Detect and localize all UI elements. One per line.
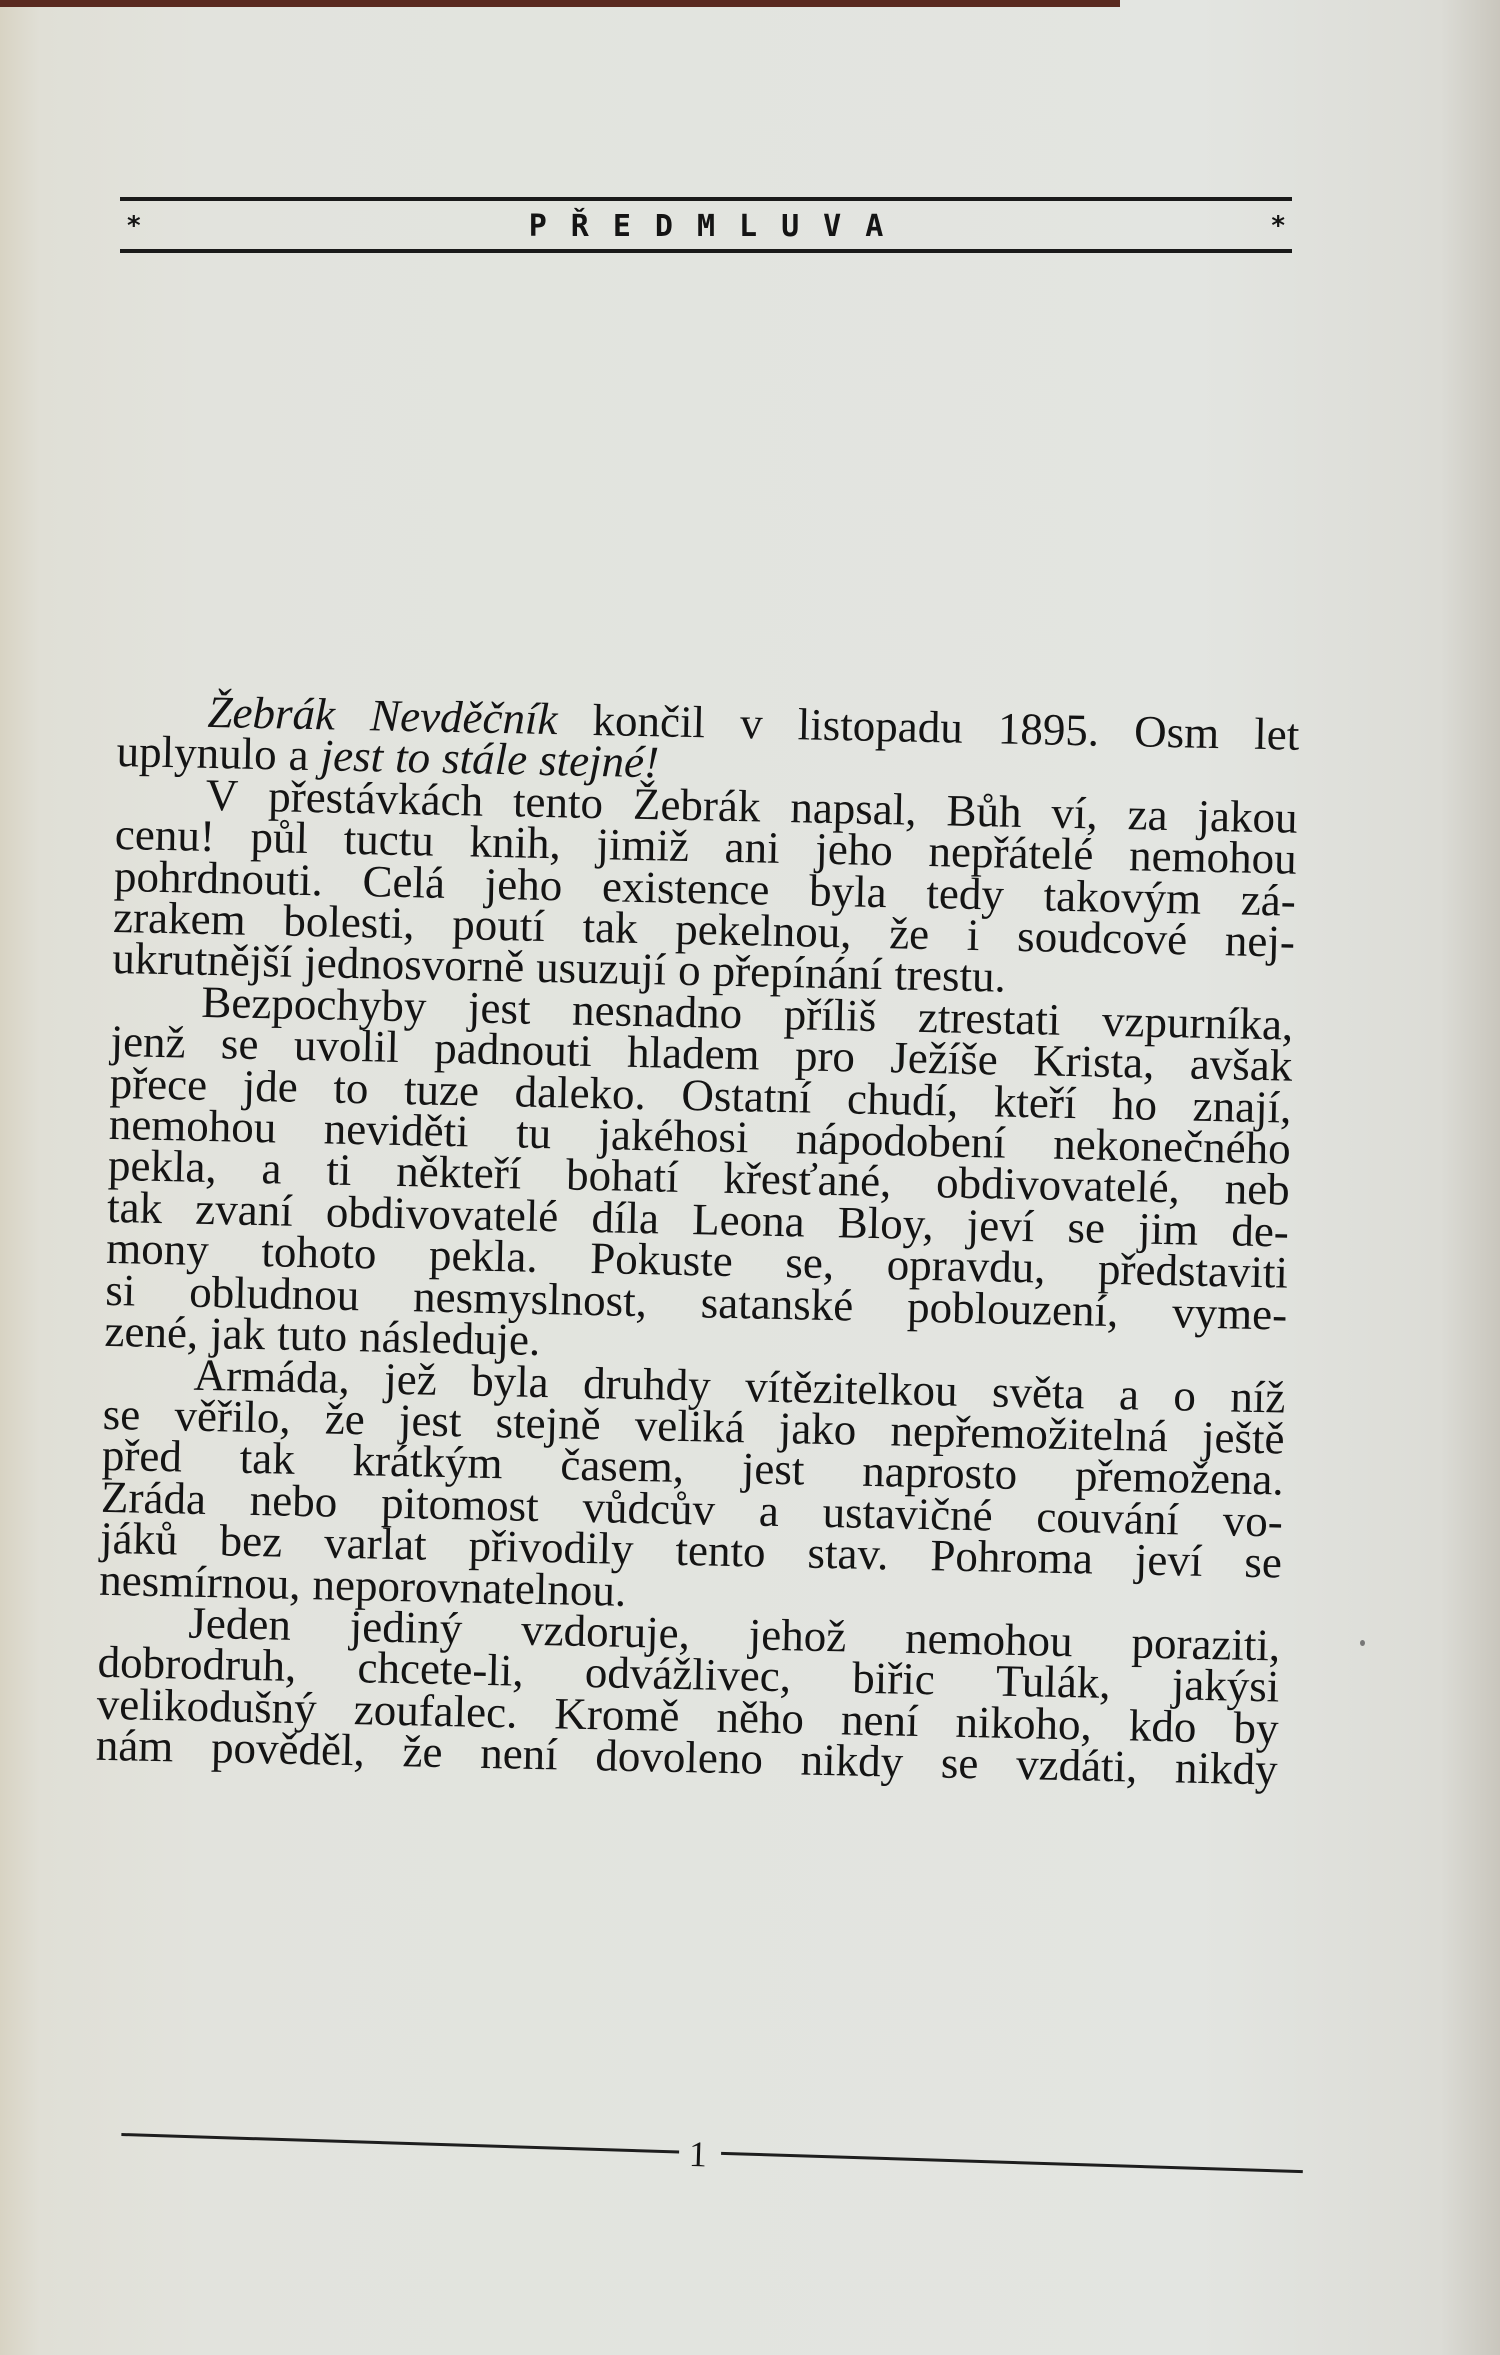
word: pitomost — [380, 1477, 540, 1531]
paragraph — [98, 1349, 1286, 1625]
word: avšak — [1189, 1038, 1293, 1091]
word: jeví — [1134, 1534, 1203, 1587]
word: příliš — [783, 988, 877, 1041]
word: Žebrák — [207, 686, 336, 740]
word: tak — [582, 901, 639, 953]
word: pro — [794, 1030, 856, 1082]
word: stejné! — [538, 735, 660, 788]
footer-rule-left — [121, 2133, 679, 2154]
word: naprosto — [861, 1446, 1018, 1500]
word: přepínání — [712, 945, 884, 1000]
word: vzpurníka, — [1101, 995, 1294, 1050]
word: zené, — [104, 1305, 199, 1358]
word: biřic — [851, 1652, 936, 1705]
word: jde — [242, 1060, 299, 1112]
word: ani — [724, 821, 781, 874]
word: nikdy — [800, 1734, 904, 1787]
word: odvážlivec, — [584, 1647, 792, 1702]
word: nemohou — [1128, 830, 1298, 884]
word: uplynulo — [116, 726, 278, 780]
word: obdivovatelé, — [935, 1157, 1181, 1213]
word: opravdu, — [886, 1239, 1046, 1293]
word: by — [1232, 1702, 1280, 1754]
word: není — [840, 1694, 920, 1746]
word: jakéhosi — [598, 1109, 750, 1163]
word: napsal, — [789, 781, 918, 835]
word: uvolil — [293, 1020, 400, 1073]
word: jakýsi — [1171, 1659, 1280, 1712]
header-title: PŘEDMLUVA — [528, 209, 908, 244]
header-rule-top — [120, 197, 1292, 201]
word: nikdy — [1174, 1742, 1279, 1795]
word: Pokuste — [589, 1233, 734, 1287]
word: není — [479, 1727, 559, 1780]
word: Celá — [362, 855, 446, 908]
word: hladem — [626, 1026, 761, 1080]
word: Tulák, — [995, 1655, 1112, 1709]
word: stav. — [807, 1527, 889, 1580]
word: pohrdnouti. — [113, 850, 324, 905]
running-header — [120, 197, 1292, 255]
word: znají, — [1192, 1080, 1292, 1133]
word: představiti — [1097, 1243, 1289, 1298]
word: následuje. — [358, 1311, 541, 1366]
word: velikodušný — [96, 1678, 318, 1734]
word: byla — [808, 865, 888, 917]
word: obdivovatelé — [325, 1186, 559, 1242]
word: veliká — [634, 1399, 746, 1453]
word: Bloy, — [837, 1197, 935, 1250]
page-edge-shadow — [0, 0, 1120, 7]
word: ustavičné — [822, 1486, 994, 1541]
word: trestu. — [894, 949, 1007, 1003]
word: se, — [784, 1237, 835, 1289]
word: jest — [467, 982, 532, 1034]
word: druhdy — [582, 1357, 712, 1411]
word: jest — [398, 1394, 463, 1447]
word: nebo — [249, 1474, 338, 1527]
word: soudcové — [1016, 910, 1188, 965]
word: Bůh — [946, 785, 1023, 837]
word: padnouti — [433, 1022, 593, 1077]
word: chcete-li, — [357, 1642, 525, 1697]
word: Armáda, — [193, 1349, 351, 1403]
word: se — [102, 1388, 141, 1440]
word: níž — [1229, 1370, 1286, 1423]
page-number: 1 — [688, 2133, 708, 2175]
paragraph — [95, 1597, 1281, 1795]
word: věřilo, — [173, 1390, 292, 1443]
word: někteří — [395, 1146, 522, 1200]
word: vítězitelkou — [744, 1360, 959, 1416]
word: nej- — [1224, 915, 1296, 967]
word: cenu! — [114, 809, 216, 862]
word: daleko. — [514, 1066, 647, 1119]
paragraph — [111, 769, 1299, 1005]
word: neviděti — [323, 1103, 470, 1157]
page-footer — [121, 2115, 1304, 2192]
word: pověděl, — [210, 1722, 366, 1776]
word: stejně — [495, 1396, 602, 1450]
word: Ostatní — [680, 1069, 812, 1123]
word: pekla. — [428, 1229, 539, 1283]
word: satanské — [700, 1277, 854, 1331]
word: nesmyslnost, — [412, 1271, 648, 1326]
word: vyme- — [1171, 1286, 1288, 1340]
word: přemožena. — [1074, 1450, 1285, 1505]
word: zvaní — [194, 1183, 294, 1236]
word: kdo — [1128, 1700, 1197, 1752]
word: ho — [1111, 1078, 1158, 1130]
word: jako — [778, 1402, 857, 1455]
word: ještě — [1201, 1411, 1286, 1464]
word: Žebrák — [632, 778, 761, 832]
word: tento — [512, 776, 604, 828]
word: končil — [592, 694, 706, 748]
word: dovoleno — [594, 1730, 764, 1784]
word: nepřátelé — [928, 826, 1094, 880]
word: křesťané, — [722, 1153, 892, 1207]
word: a — [758, 1485, 780, 1536]
word: neb — [1224, 1163, 1291, 1216]
word: přestávkách — [267, 770, 484, 826]
word: Ježíše — [889, 1032, 999, 1085]
word: nemohou — [904, 1612, 1074, 1667]
word: nesnadno — [571, 984, 743, 1038]
word: zoufalec. — [353, 1683, 518, 1738]
word: pekelnou, — [674, 903, 853, 958]
word: ukrutnější — [111, 933, 293, 988]
word: jež — [383, 1353, 438, 1405]
word: zá- — [1240, 874, 1297, 926]
word: jediný — [349, 1601, 463, 1654]
word: obludnou — [188, 1266, 360, 1320]
word: neporovnatelnou. — [312, 1558, 627, 1616]
word: zrakem — [112, 891, 247, 945]
word: poutí — [451, 899, 546, 952]
word: knih, — [469, 816, 562, 869]
word: Osm — [1133, 706, 1220, 759]
word: přivodily — [468, 1520, 635, 1575]
word: a — [261, 1143, 283, 1194]
word: jak — [209, 1308, 266, 1360]
word: světa — [991, 1365, 1086, 1418]
speck — [1360, 1640, 1365, 1646]
word: Leona — [691, 1194, 806, 1247]
word: tu — [515, 1107, 552, 1159]
word: i — [966, 909, 981, 961]
word: usuzují — [535, 942, 667, 995]
word: jeho — [814, 823, 894, 876]
word: jeví — [966, 1199, 1035, 1252]
word: to — [394, 732, 431, 783]
word: bohatí — [565, 1149, 680, 1203]
word: tento — [675, 1524, 767, 1577]
word: jenž — [110, 1016, 187, 1068]
word: tedy — [925, 867, 1005, 920]
word: stále — [441, 733, 528, 785]
word: jakou — [1197, 790, 1299, 843]
word: to — [332, 1062, 369, 1113]
asterisk-icon: * — [1270, 211, 1286, 241]
word: chudí, — [846, 1073, 959, 1126]
word: Krista, — [1032, 1035, 1155, 1089]
word: ztrestati — [917, 991, 1061, 1045]
header-rule-bottom — [120, 249, 1292, 253]
word: něho — [716, 1691, 805, 1744]
body-text — [95, 686, 1300, 1795]
word: půl — [250, 812, 309, 864]
word: o — [677, 945, 702, 996]
word: že — [324, 1393, 366, 1445]
word: krátkým — [352, 1435, 504, 1489]
word: nekonečného — [1052, 1118, 1292, 1174]
word: o — [1172, 1369, 1197, 1421]
word: a — [1118, 1368, 1140, 1420]
asterisk-icon: * — [126, 211, 142, 241]
word: před — [101, 1430, 183, 1482]
word: listopadu — [797, 699, 964, 753]
word: V — [205, 769, 239, 821]
word: pekla, — [107, 1140, 218, 1193]
word: bez — [219, 1515, 283, 1567]
word: díla — [591, 1191, 660, 1244]
word: de- — [1230, 1205, 1290, 1257]
word: se — [1243, 1536, 1283, 1588]
word: jehož — [748, 1609, 847, 1662]
word: jest — [320, 730, 384, 782]
word: tuto — [276, 1309, 348, 1362]
word: tuze — [403, 1063, 480, 1116]
word: tohoto — [260, 1226, 377, 1279]
word: vo- — [1222, 1495, 1284, 1547]
word: jednosvorně — [303, 937, 525, 993]
word: jimiž — [595, 819, 690, 872]
word: nikoho, — [955, 1696, 1093, 1750]
word: časem, — [559, 1439, 685, 1493]
word: ví, — [1050, 787, 1099, 839]
word: poblouzení, — [906, 1281, 1119, 1336]
word: vzdáti, — [1015, 1739, 1138, 1792]
word: Kromě — [553, 1688, 680, 1741]
word: Jeden — [187, 1597, 292, 1650]
word: si — [104, 1264, 136, 1316]
word: jest — [741, 1443, 805, 1495]
word: že — [402, 1726, 444, 1778]
word: poraziti, — [1131, 1617, 1281, 1671]
word: jeho — [484, 858, 563, 910]
word: se — [940, 1737, 979, 1789]
word: 1895. — [997, 703, 1100, 756]
word: přece — [109, 1057, 208, 1110]
word: Nevděčník — [369, 690, 559, 745]
word: vzdoruje, — [520, 1604, 691, 1659]
word: tak — [106, 1181, 163, 1233]
word: Bezpochyby — [200, 976, 427, 1032]
word: bolesti, — [282, 895, 416, 949]
word: nápodobení — [795, 1113, 1007, 1168]
word: v — [739, 698, 764, 749]
word: existence — [601, 860, 770, 915]
word: a — [288, 730, 310, 781]
word: jáků — [99, 1512, 179, 1565]
word: let — [1253, 708, 1300, 760]
word: takovým — [1043, 870, 1202, 924]
word: jim — [1137, 1203, 1199, 1255]
word: mony — [105, 1223, 210, 1276]
word: Zráda — [100, 1471, 207, 1524]
word: nám — [95, 1719, 174, 1772]
word: couvání — [1035, 1491, 1180, 1545]
word: tuctu — [343, 813, 435, 866]
footer-rule-right — [721, 2152, 1303, 2173]
word: se — [1067, 1201, 1106, 1253]
word: vůdcův — [582, 1481, 716, 1535]
word: varlat — [323, 1517, 428, 1570]
word: ti — [325, 1144, 352, 1196]
word: nesmírnou, — [98, 1554, 302, 1609]
word: nemohou — [108, 1098, 277, 1153]
word: dobrodruh, — [97, 1637, 297, 1692]
word: že — [888, 908, 930, 960]
word: se — [220, 1018, 260, 1070]
word: tak — [239, 1433, 296, 1485]
word: nepřemožitelná — [890, 1405, 1169, 1462]
word: byla — [470, 1355, 550, 1407]
word: za — [1127, 788, 1169, 840]
word: kteří — [993, 1076, 1077, 1128]
word: Pohroma — [929, 1530, 1094, 1584]
